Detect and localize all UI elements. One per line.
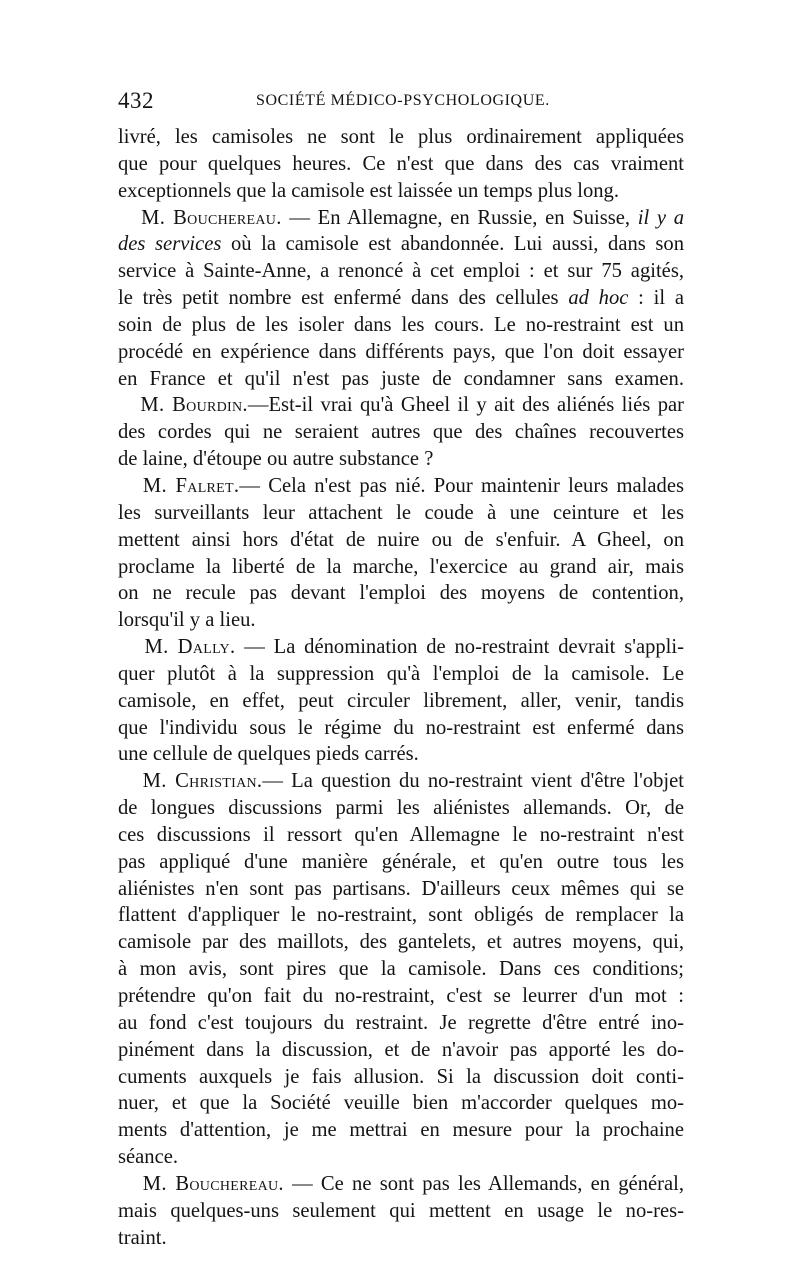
speech-text: — La question du no-restraint vient d'être l'objet bbox=[262, 770, 685, 793]
text-line: soin de plus de les isoler dans les cours. Le no-restraint est un bbox=[118, 313, 684, 336]
running-head bbox=[118, 88, 684, 118]
journal-title: SOCIÉTÉ MÉDICO-PSYCHOLOGIQUE. bbox=[256, 92, 550, 109]
speech-text: — La dénomination de no-restraint devrait s'appli- bbox=[235, 636, 684, 659]
text-line: pas appliqué d'une manière générale, et qu'en outre tous les bbox=[118, 850, 684, 873]
speech-text: le très petit nombre est enfermé dans des cellules bbox=[118, 287, 569, 310]
text-line bbox=[118, 768, 684, 795]
text-line: en France et qu'il n'est pas juste de condamner sans examen. bbox=[118, 367, 684, 390]
text-line: que pour quelques heures. Ce n'est que dans des cas vraiment bbox=[118, 152, 684, 175]
text-line: aliénistes n'en sont pas partisans. D'ailleurs ceux mêmes qui se bbox=[118, 877, 684, 900]
speech-text: — Cela n'est pas nié. Pour maintenir leurs malades bbox=[239, 474, 684, 497]
italic-text: des services bbox=[118, 233, 222, 256]
text-line: on ne recule pas devant l'emploi des moyens de contention, bbox=[118, 582, 684, 605]
text-line: de longues discussions parmi les aliénistes allemands. Or, de bbox=[118, 797, 684, 820]
speaker-name: M. Bourdin. bbox=[140, 394, 248, 417]
text-line: flattent d'appliquer le no-restraint, sont obligés de remplacer la bbox=[118, 904, 684, 927]
text-line bbox=[118, 392, 684, 419]
speech-text: — Ce ne sont pas les Allemands, en général, bbox=[283, 1172, 684, 1195]
text-line bbox=[118, 231, 684, 258]
speaker-name: M. Bouchereau. bbox=[141, 206, 282, 229]
text-line: camisole, en effet, peut circuler librement, aller, venir, tandis bbox=[118, 689, 684, 712]
speaker-name: M. Bouchereau. bbox=[142, 1172, 284, 1195]
speech-text: : il a bbox=[628, 287, 684, 310]
text-line: ments d'attention, je me mettrai en mesure pour la prochaine bbox=[118, 1119, 684, 1142]
speech-text: où la camisole est abandonnée. Lui aussi, dans son bbox=[221, 233, 684, 256]
text-line: mettent ainsi hors d'état de nuire ou de s'enfuir. A Gheel, on bbox=[118, 528, 684, 551]
text-line: exceptionnels que la camisole est laissée un temps plus long. bbox=[118, 179, 619, 202]
text-line: nuer, et que la Société veuille bien m'accorder quelques mo- bbox=[118, 1092, 684, 1115]
text-line: au fond c'est toujours du restraint. Je regrette d'être entré ino- bbox=[118, 1011, 684, 1034]
text-line bbox=[118, 1171, 684, 1198]
text-line: camisole par des maillots, des gantelets, et autres moyens, qui, bbox=[118, 931, 684, 954]
text-line bbox=[118, 285, 684, 312]
text-line: les surveillants leur attachent le coude à une ceinture et les bbox=[118, 501, 684, 524]
speech-text: —Est-il vrai qu'à Gheel il y ait des aliénés liés par bbox=[247, 394, 684, 417]
text-line: cuments auxquels je fais allusion. Si la discussion doit conti- bbox=[118, 1065, 684, 1088]
text-line: procédé en expérience dans différents pays, que l'on doit essayer bbox=[118, 340, 684, 363]
speaker-name: M. Christian. bbox=[142, 770, 263, 793]
italic-text: ad hoc bbox=[568, 287, 629, 310]
text-line: séance. bbox=[118, 1146, 179, 1169]
text-line: mais quelques-uns seulement qui mettent en usage le no-res- bbox=[118, 1199, 684, 1222]
text-line bbox=[118, 205, 684, 232]
text-line: de laine, d'étoupe ou autre substance ? bbox=[118, 448, 434, 471]
text-line: des cordes qui ne seraient autres que des chaînes recouvertes bbox=[118, 421, 684, 444]
text-line bbox=[118, 634, 684, 661]
text-line: lorsqu'il y a lieu. bbox=[118, 609, 256, 632]
text-line: une cellule de quelques pieds carrés. bbox=[118, 743, 419, 766]
speaker-name: M. Dally. bbox=[144, 636, 236, 659]
text-line: traint. bbox=[118, 1226, 167, 1249]
text-line: proclame la liberté de la marche, l'exercice au grand air, mais bbox=[118, 555, 684, 578]
text-line: ces discussions il ressort qu'en Allemagne le no-restraint n'est bbox=[118, 823, 684, 846]
text-line: prétendre qu'on fait du no-restraint, c'est se leurrer d'un mot : bbox=[118, 985, 684, 1007]
italic-text: il y a bbox=[637, 206, 684, 229]
text-line: à mon avis, sont pires que la camisole. Dans ces conditions; bbox=[118, 958, 684, 981]
text-line bbox=[118, 473, 684, 500]
text-line: livré, les camisoles ne sont le plus ordinairement appliquées bbox=[118, 126, 684, 148]
body-text bbox=[118, 124, 684, 1251]
text-line: quer plutôt à la suppression qu'à l'emploi de la camisole. Le bbox=[118, 662, 684, 685]
speech-text: — En Allemagne, en Russie, en Suisse, bbox=[281, 206, 638, 229]
text-line: pinément dans la discussion, et de n'avoir pas apporté les do- bbox=[118, 1038, 684, 1061]
text-line: service à Sainte-Anne, a renoncé à cet emploi : et sur 75 agités, bbox=[118, 260, 684, 283]
page-number: 432 bbox=[118, 88, 154, 113]
text-line: que l'individu sous le régime du no-restraint est enfermé dans bbox=[118, 716, 684, 739]
speaker-name: M. Falret. bbox=[142, 474, 240, 497]
